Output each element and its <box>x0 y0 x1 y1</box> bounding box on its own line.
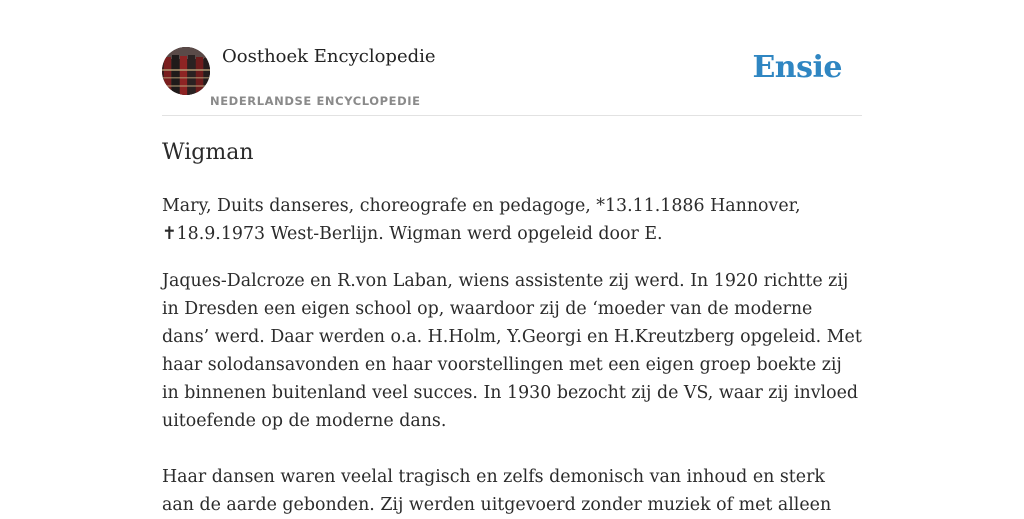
article-body <box>162 192 862 519</box>
site-header <box>162 0 862 116</box>
book-spines-icon[interactable] <box>162 47 210 95</box>
article-paragraph-2: Jaques-Dalcroze en R.von Laban, wiens assistente zij werd. In 1920 richtte zij in Dresden een eigen school op, waardoor zij de ‘moeder van de moderne dans’ werd. Daar werden o.a. H.Holm, Y.Georgi en H.Kreutzberg opgeleid. Met haar solodansavonden en haar voorstellingen met een eigen groep boekte zij in binnenen buitenland veel succes. In 1930 bezocht zij de VS, waar zij invloed uitoefende op de moderne dans. <box>162 271 862 431</box>
site-title[interactable]: Oosthoek Encyclopedie <box>222 46 436 67</box>
brand-logo-link[interactable]: Ensie <box>752 50 842 85</box>
page-container <box>162 0 862 515</box>
article-paragraph-3: Haar dansen waren veelal tragisch en zelfs demonisch van inhoud en sterk aan de aarde gebonden. Zij werden uitgevoerd zonder muziek of met alleen <box>162 467 832 515</box>
article-paragraph-1: Mary, Duits danseres, choreografe en pedagoge, *13.11.1886 Hannover, ✝18.9.1973 West-Berlijn. Wigman werd opgeleid door E. <box>162 196 801 244</box>
site-subtitle: NEDERLANDSE ENCYCLOPEDIE <box>210 94 421 108</box>
page-title: Wigman <box>162 140 254 165</box>
